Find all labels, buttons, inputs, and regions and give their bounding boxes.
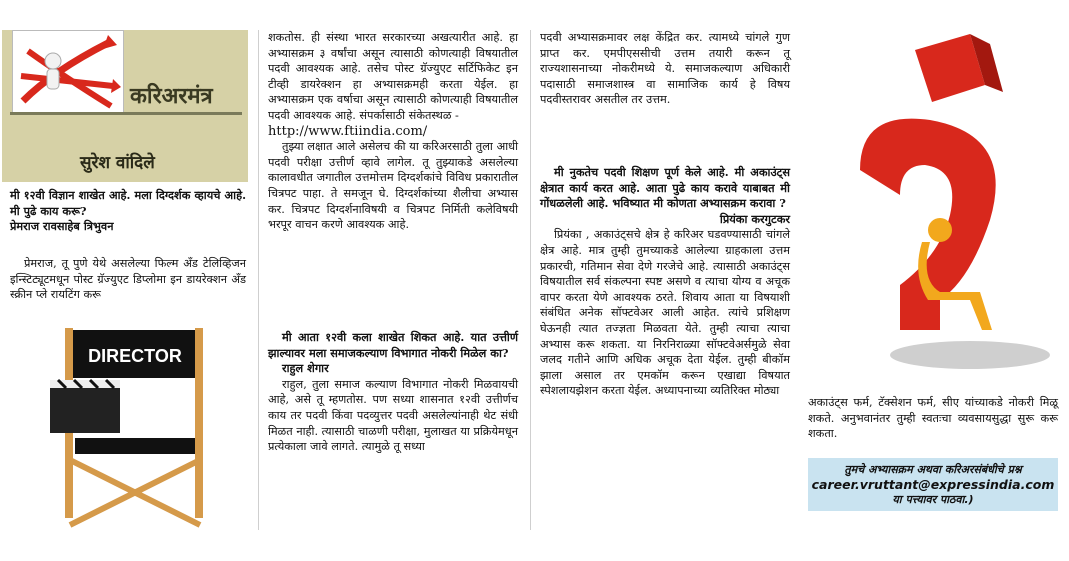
column-brand-title: करिअरमंत्र [130,84,213,109]
qa1-asker: प्रेमराज रावसाहेब त्रिभुवन [10,219,114,234]
masthead-divider [10,112,242,115]
qa1-answer-continued [268,30,518,233]
qa3-block [540,165,790,399]
qa1-answer-cont: शकतोस. ही संस्था भारत सरकारच्या अखत्यारीत आहे. हा अभ्यासक्रम ३ वर्षांचा असून त्यासाठी कोणत्याही विषयातील पदवी आवश्यक आहे. तसेच पोस्ट ग्रॅज्युएट सर्टिफिकेट इन टीव्ही डायरेक्शन हा अभ्यासक्रमही करता येईल. हा अभ्यासक्रम एक वर्षाचा असून त्यासाठी कोणत्याही विषयातील पदवी आवश्यक आहे. संपर्कासाठी संकेतस्थळ - [268,31,518,122]
qa3-question: मी नुकतेच पदवी शिक्षण पूर्ण केले आहे. मी अकाउंट्स क्षेत्रात कार्य करत आहे. आता पुढे काय करावे याबाबत मी गोंधळलेली आहे. भविष्यात मी कोणता अभ्यासक्रम करावा ? [540,165,790,211]
contact-line1: तुमचे अभ्यासक्रम अथवा करिअरसंबंधीचे प्रश्न [844,463,1022,476]
qa1-answer-end: तुझ्या लक्षात आले असेलच की या करिअरसाठी तुला आधी पदवी परीक्षा उत्तीर्ण व्हावे लागेल. तू तुझ्याकडे असलेल्या कालावधीत जगातील उत्तमोत्तम दिग्दर्शकांचे विविध प्रकारातील चित्रपट पाहा. ते समजून घे. दिग्दर्शकांच्या शैलीचा अभ्यास कर. चित्रपट दिग्दर्शनाविषयी व चित्रपट निर्मिती कलेविषयी भरपूर वाचन करणे आवश्यक आहे. [268,140,518,232]
contact-line2: या पत्त्यावर पाठवा.) [892,493,974,506]
contact-email[interactable]: career.vruttant@expressindia.com [811,477,1055,492]
qa3-answer: प्रियंका , अकाउंट्सचे क्षेत्र हे करिअर घडवण्यासाठी चांगले क्षेत्र आहे. मात्र तुम्ही तुमच्याकडे आलेल्या ग्राहकाला उत्तम प्रकारची, गतिमान सेवा देणे गरजेचे आहे. त्यासाठी अकाउंट्स विषयातील सर्व संकल्पना स्पष्ट असणे व त्याचा योग्य व अचूक वापर करता येणे आवश्यक ठरते. शिवाय आता या विषयाशी संबंधित अनेक सॉफ्टवेअर आली आहेत. त्यांचे प्रशिक्षण घेऊनही त्यात तज्ज्ञता मिळवता येते. तुम्ही त्याचा त्याचा अभ्यास करू शकता. या निरनिराळ्या सॉफ्टवेअर्समुळे सेवा जलद गतीने आणि अधिक अचूक देता येईल. तुम्ही बीकॉम झाला असाल तर एमकॉम करून एखाद्या विषयात स्पेशलायझेशन करता येईल. अध्यापनाच्या व्यतिरिक्त मोठ्या [540,228,790,398]
qa2-answer-start: राहुल, तुला समाज कल्याण विभागात नोकरी मिळवायची आहे, असे तू म्हणतोस. पण सध्या शासनात १२वी उत्तीर्णच काय तर पदवी किंवा पदव्युत्तर पदवी असलेल्यांनाही थेट संधी मिळत नाही. त्यासाठी चाळणी परीक्षा, मुलाखत या प्रक्रियेमधून प्रत्येकाला जावे लागते. त्यामुळे तू सध्या [268,377,518,454]
column-divider [258,30,259,530]
qa2-question: मी आता १२वी कला शाखेत शिकत आहे. यात उत्तीर्ण झाल्यावर मला समाजकल्याण विभागात नोकरी मिळेल का? [268,330,518,360]
qa1-block [10,188,246,235]
qa3-answer-continued [808,395,1058,442]
qa1-url: http://www.ftiindia.com/ [268,123,428,139]
qa1-answer-start: प्रेमराज, तू पुणे येथे असलेल्या फिल्म अँड टेलिव्हिजन इन्स्टिट्यूटमधून पोस्ट ग्रॅज्युएट डिप्लोमा इन डायरेक्शन अँड स्क्रीन प्ले रायटिंग करू [10,257,246,302]
qa2-answer-continued [540,30,790,108]
qa2-answer-cont: पदवी अभ्यासक्रमावर लक्ष केंद्रित कर. त्यामध्ये चांगले गुण प्राप्त कर. एमपीएससीची उत्तम तयारी करून तू राज्यशासनाच्या नोकरीमध्ये ये. समाजकल्याण अधिकारी पदासाठी समाजशास्त्र वा सामाजिक कार्य हे विषय पदवीस्तरावर असतील तर उत्तम. [540,31,790,107]
qa3-answer-cont: अकाउंट्स फर्म, टॅक्सेशन फर्म, सीए यांच्याकडे नोकरी मिळू शकते. अनुभवानंतर तुम्ही स्वतःचा व्यवसायसुद्धा सुरू करू शकता. [808,396,1058,441]
qa2-block [268,330,518,455]
qa2-asker: राहुल शेगार [282,361,329,376]
director-chair-illustration [30,320,220,530]
column-divider [530,30,531,530]
column-author: सुरेश वांदिले [80,153,155,173]
qa3-asker: प्रियंका करगुटकर [719,211,790,226]
chair-label: DIRECTOR [88,346,182,366]
qa1-answer-start-block [10,256,246,303]
qa1-question: मी १२वी विज्ञान शाखेत आहे. मला दिग्दर्शक व्हायचे आहे. मी पुढे काय करू? [10,188,246,218]
career-arrows-illustration [12,30,124,114]
question-mark-illustration [820,30,1060,390]
contact-box [808,458,1058,511]
